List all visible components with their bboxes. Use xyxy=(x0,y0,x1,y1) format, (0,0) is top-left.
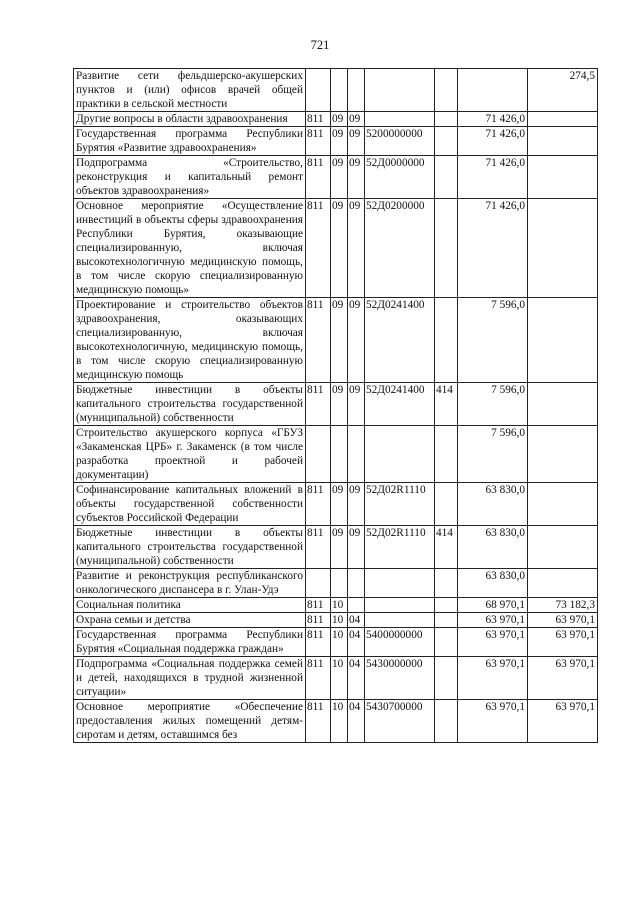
section-code-cell: 09 xyxy=(331,112,348,127)
ministry-code-cell xyxy=(306,69,331,112)
subsection-code-cell: 09 xyxy=(348,127,365,156)
expense-type-cell xyxy=(435,112,458,127)
expense-type-cell xyxy=(435,199,458,298)
amount-year1-cell: 71 426,0 xyxy=(458,156,528,199)
expense-type-cell xyxy=(435,569,458,598)
section-code-cell: 10 xyxy=(331,657,348,700)
amount-year1-cell: 71 426,0 xyxy=(458,127,528,156)
target-article-cell: 52Д0241400 xyxy=(365,298,435,383)
amount-year1-cell: 63 970,1 xyxy=(458,700,528,743)
table-row xyxy=(74,112,598,127)
subsection-code-cell: 09 xyxy=(348,298,365,383)
row-name-cell: Софинансирование капитальных вложений в объекты государственной собственности субъектов Российской Федерации xyxy=(74,483,306,526)
table-row xyxy=(74,69,598,112)
target-article-cell: 5430000000 xyxy=(365,657,435,700)
subsection-code-cell: 04 xyxy=(348,700,365,743)
ministry-code-cell: 811 xyxy=(306,199,331,298)
amount-year1-cell xyxy=(458,69,528,112)
amount-year1-cell: 71 426,0 xyxy=(458,112,528,127)
expense-type-cell xyxy=(435,69,458,112)
expense-type-cell: 414 xyxy=(435,383,458,426)
row-name-cell: Проектирование и строительство объектов здравоохранения, оказывающих специализированную, включая высокотехнологичную, медицинскую помощь, в том числе скорую специализированную медицинскую помощь xyxy=(74,298,306,383)
row-name-cell: Основное мероприятие «Осуществление инвестиций в объекты сферы здравоохранения Республики Бурятия, оказывающие специализированную, включая высокотехнологичную медицинскую помощь, в том числе скорую специализированную медицинскую помощь» xyxy=(74,199,306,298)
expense-type-cell xyxy=(435,598,458,613)
amount-year1-cell: 63 830,0 xyxy=(458,483,528,526)
amount-year2-cell xyxy=(528,383,598,426)
amount-year2-cell xyxy=(528,127,598,156)
section-code-cell: 09 xyxy=(331,156,348,199)
row-name-cell: Основное мероприятие «Обеспечение предоставления жилых помещений детям-сиротам и детям, оставшимся без xyxy=(74,700,306,743)
subsection-code-cell: 09 xyxy=(348,383,365,426)
ministry-code-cell: 811 xyxy=(306,613,331,628)
ministry-code-cell: 811 xyxy=(306,383,331,426)
amount-year1-cell: 7 596,0 xyxy=(458,426,528,483)
target-article-cell: 52Д0241400 xyxy=(365,383,435,426)
ministry-code-cell: 811 xyxy=(306,628,331,657)
amount-year2-cell xyxy=(528,112,598,127)
table-row xyxy=(74,426,598,483)
expense-type-cell xyxy=(435,628,458,657)
table-row xyxy=(74,298,598,383)
subsection-code-cell xyxy=(348,569,365,598)
target-article-cell xyxy=(365,598,435,613)
row-name-cell: Подпрограмма «Строительство, реконструкция и капитальный ремонт объектов здравоохранения» xyxy=(74,156,306,199)
ministry-code-cell: 811 xyxy=(306,526,331,569)
target-article-cell xyxy=(365,426,435,483)
expense-type-cell xyxy=(435,156,458,199)
ministry-code-cell xyxy=(306,426,331,483)
section-code-cell: 10 xyxy=(331,613,348,628)
subsection-code-cell: 04 xyxy=(348,657,365,700)
expense-type-cell: 414 xyxy=(435,526,458,569)
ministry-code-cell: 811 xyxy=(306,598,331,613)
table-body xyxy=(74,69,598,743)
row-name-cell: Развитие сети фельдшерско-акушерских пунктов и (или) офисов врачей общей практики в сельской местности xyxy=(74,69,306,112)
row-name-cell: Социальная политика xyxy=(74,598,306,613)
row-name-cell: Строительство акушерского корпуса «ГБУЗ «Закаменская ЦРБ» г. Закаменск (в том числе разработка проектной и рабочей документации) xyxy=(74,426,306,483)
ministry-code-cell: 811 xyxy=(306,657,331,700)
table-row xyxy=(74,657,598,700)
section-code-cell: 09 xyxy=(331,483,348,526)
amount-year1-cell: 63 970,1 xyxy=(458,628,528,657)
target-article-cell: 5200000000 xyxy=(365,127,435,156)
target-article-cell xyxy=(365,569,435,598)
amount-year2-cell: 63 970,1 xyxy=(528,628,598,657)
target-article-cell xyxy=(365,112,435,127)
expense-type-cell xyxy=(435,613,458,628)
amount-year1-cell: 63 970,1 xyxy=(458,657,528,700)
amount-year1-cell: 63 830,0 xyxy=(458,526,528,569)
table-row xyxy=(74,199,598,298)
section-code-cell: 09 xyxy=(331,526,348,569)
budget-table xyxy=(73,68,598,743)
subsection-code-cell: 09 xyxy=(348,199,365,298)
target-article-cell xyxy=(365,69,435,112)
section-code-cell: 10 xyxy=(331,628,348,657)
expense-type-cell xyxy=(435,700,458,743)
row-name-cell: Подпрограмма «Социальная поддержка семей и детей, находящихся в трудной жизненной ситуации» xyxy=(74,657,306,700)
amount-year2-cell xyxy=(528,483,598,526)
page-number: 721 xyxy=(310,38,330,52)
row-name-cell: Государственная программа Республики Бурятия «Развитие здравоохранения» xyxy=(74,127,306,156)
expense-type-cell xyxy=(435,483,458,526)
target-article-cell xyxy=(365,613,435,628)
subsection-code-cell: 09 xyxy=(348,526,365,569)
subsection-code-cell: 09 xyxy=(348,483,365,526)
row-name-cell: Развитие и реконструкция республиканского онкологического диспансера в г. Улан-Удэ xyxy=(74,569,306,598)
expense-type-cell xyxy=(435,426,458,483)
table-row xyxy=(74,483,598,526)
section-code-cell xyxy=(331,69,348,112)
section-code-cell: 09 xyxy=(331,298,348,383)
amount-year2-cell xyxy=(528,526,598,569)
row-name-cell: Бюджетные инвестиции в объекты капитального строительства государственной (муниципальной) собственности xyxy=(74,526,306,569)
amount-year2-cell: 63 970,1 xyxy=(528,657,598,700)
subsection-code-cell: 04 xyxy=(348,628,365,657)
amount-year2-cell xyxy=(528,156,598,199)
target-article-cell: 5430700000 xyxy=(365,700,435,743)
amount-year2-cell: 73 182,3 xyxy=(528,598,598,613)
target-article-cell: 52Д02R1110 xyxy=(365,526,435,569)
subsection-code-cell: 04 xyxy=(348,613,365,628)
row-name-cell: Бюджетные инвестиции в объекты капитального строительства государственной (муниципальной) собственности xyxy=(74,383,306,426)
section-code-cell xyxy=(331,426,348,483)
table-row xyxy=(74,598,598,613)
amount-year2-cell xyxy=(528,426,598,483)
table-row xyxy=(74,700,598,743)
section-code-cell: 09 xyxy=(331,199,348,298)
subsection-code-cell xyxy=(348,69,365,112)
ministry-code-cell: 811 xyxy=(306,483,331,526)
amount-year2-cell xyxy=(528,569,598,598)
section-code-cell: 10 xyxy=(331,598,348,613)
table-row xyxy=(74,383,598,426)
ministry-code-cell: 811 xyxy=(306,112,331,127)
row-name-cell: Государственная программа Республики Бурятия «Социальная поддержка граждан» xyxy=(74,628,306,657)
amount-year1-cell: 63 830,0 xyxy=(458,569,528,598)
table-row xyxy=(74,613,598,628)
table-row xyxy=(74,628,598,657)
target-article-cell: 5400000000 xyxy=(365,628,435,657)
ministry-code-cell: 811 xyxy=(306,156,331,199)
amount-year1-cell: 68 970,1 xyxy=(458,598,528,613)
subsection-code-cell xyxy=(348,598,365,613)
section-code-cell: 09 xyxy=(331,383,348,426)
table-row xyxy=(74,127,598,156)
table-row xyxy=(74,526,598,569)
expense-type-cell xyxy=(435,127,458,156)
amount-year2-cell xyxy=(528,199,598,298)
amount-year1-cell: 63 970,1 xyxy=(458,613,528,628)
subsection-code-cell: 09 xyxy=(348,112,365,127)
section-code-cell: 09 xyxy=(331,127,348,156)
amount-year2-cell: 63 970,1 xyxy=(528,613,598,628)
row-name-cell: Другие вопросы в области здравоохранения xyxy=(74,112,306,127)
ministry-code-cell: 811 xyxy=(306,700,331,743)
section-code-cell xyxy=(331,569,348,598)
target-article-cell: 52Д02R1110 xyxy=(365,483,435,526)
amount-year1-cell: 71 426,0 xyxy=(458,199,528,298)
ministry-code-cell xyxy=(306,569,331,598)
ministry-code-cell: 811 xyxy=(306,127,331,156)
target-article-cell: 52Д0000000 xyxy=(365,156,435,199)
expense-type-cell xyxy=(435,657,458,700)
subsection-code-cell: 09 xyxy=(348,156,365,199)
amount-year2-cell xyxy=(528,298,598,383)
subsection-code-cell xyxy=(348,426,365,483)
amount-year2-cell: 63 970,1 xyxy=(528,700,598,743)
amount-year1-cell: 7 596,0 xyxy=(458,383,528,426)
table-row xyxy=(74,156,598,199)
amount-year1-cell: 7 596,0 xyxy=(458,298,528,383)
row-name-cell: Охрана семьи и детства xyxy=(74,613,306,628)
amount-year2-cell: 274,5 xyxy=(528,69,598,112)
expense-type-cell xyxy=(435,298,458,383)
ministry-code-cell: 811 xyxy=(306,298,331,383)
target-article-cell: 52Д0200000 xyxy=(365,199,435,298)
table-row xyxy=(74,569,598,598)
section-code-cell: 10 xyxy=(331,700,348,743)
